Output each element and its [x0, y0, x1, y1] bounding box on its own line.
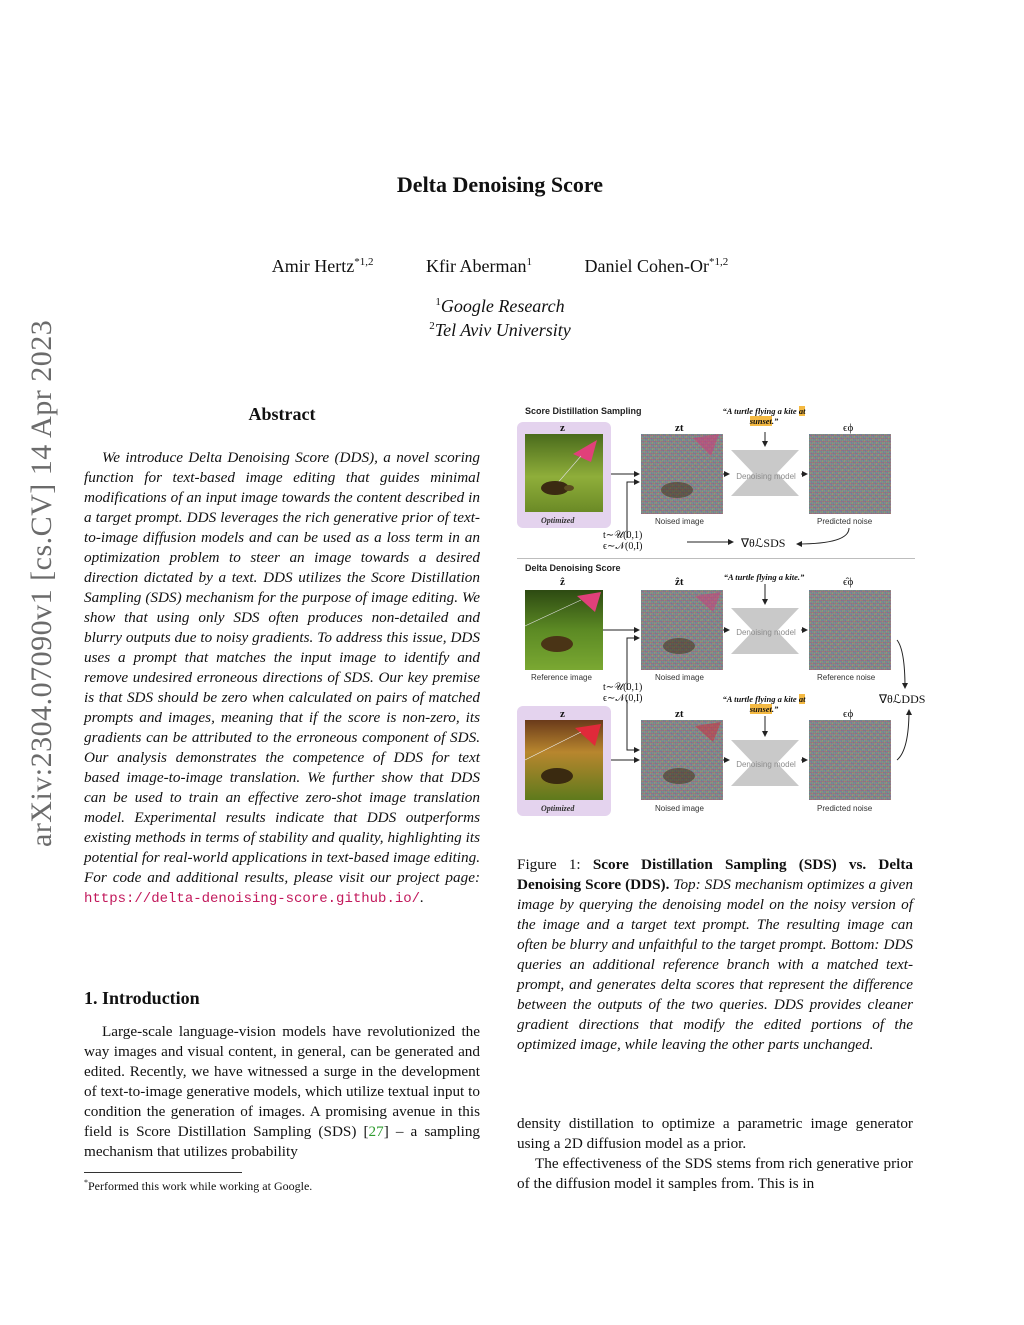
noised-image-label: Noised image — [655, 517, 704, 526]
arxiv-identifier: arXiv:2304.07090v1 [cs.CV] 14 Apr 2023 — [25, 319, 58, 847]
footnote-rule — [84, 1172, 242, 1173]
latent-z-label: z — [560, 422, 565, 434]
eps-distribution: ϵ∼𝒩(0,I) — [603, 693, 643, 704]
predicted-noise-label: Predicted noise — [817, 804, 873, 813]
latent-z-label: z — [560, 708, 565, 720]
noised-reference-label: ẑt — [675, 576, 684, 588]
noised-latent-label: zt — [675, 708, 684, 720]
predicted-noise-symbol: ϵϕ — [843, 708, 854, 720]
reference-latent-label: ẑ — [560, 576, 565, 588]
optimized-label: Optimized — [541, 804, 575, 813]
reference-prompt: “A turtle flying a kite.” — [723, 572, 805, 582]
predicted-noise-label: Predicted noise — [817, 517, 873, 526]
dds-gradient: ∇θℒDDS — [879, 692, 926, 706]
abstract-heading: Abstract — [248, 404, 316, 424]
figure-label-dds: Delta Denoising Score — [525, 563, 621, 573]
right-column-body: density distillation to optimize a parametric image generator using a 2D diffusion model as a prior. The effectiveness of the SDS stems from rich generative prior of the diffusion model it samples from. This is in — [517, 1115, 913, 1192]
target-prompt: “A turtle flying a kite at sunset.” — [722, 406, 806, 426]
denoising-model-label: Denoising model — [736, 760, 796, 769]
t-distribution: t∼𝒰(0,1) — [603, 530, 643, 541]
introduction-body: Large-scale language-vision models have revolutionized the way images and visual content, in general, can be generated and edited. Recently, we have witnessed a surge in the development of text-to-image generative models, which utilize textual input to condition the generation of images. A promising avenue in this field is Score Distillation Sampling (SDS) [27] – a sampling mechanism that utilizes probability — [84, 1023, 481, 1160]
abstract-body: We introduce Delta Denoising Score (DDS), a novel scoring function for text-based image editing that guides minimal modifications of an input image towards the content described in a target prompt. DDS leverages the rich generative prior of text-to-image diffusion models and can be used as a loss term in an optimization problem to steer an image towards a desired direction dictated by a text. DDS utilizes the Score Distillation Sampling (SDS) mechanism for the purpose of image editing. We show that using only SDS often produces non-detailed and blurry outputs due to noisy gradients. To address this issue, DDS uses a prompt that matches the input image to identify and remove undesired erroneous directions of SDS. Our key premise is that SDS should be zero when calculated on pairs of matched prompts and images, meaning that if the score is non-zero, its gradients can be attributed to the erroneous component of SDS. Our analysis demonstrates the competence of DDS for text based image-to-image translation. We further show that DDS can be used to train an effective zero-shot image translation model. Experimental results indicate that DDS outperforms existing methods in terms of stability and quality, highlighting its potential for real-world applications in text-based image editing. For code and additional results, please visit our project page: https://delta-denoising-score.github.io/. — [84, 449, 480, 907]
reference-image-label: Reference image — [531, 673, 592, 682]
citation-link[interactable]: 27 — [368, 1123, 384, 1140]
figure-1 — [517, 400, 927, 820]
noised-image-label: Noised image — [655, 673, 704, 682]
paper-title: Delta Denoising Score — [396, 172, 604, 197]
figure-arrows — [517, 400, 927, 820]
predicted-noise-symbol: ϵϕ — [843, 422, 854, 434]
footnote: *Performed this work while working at Google. — [84, 1178, 313, 1193]
reference-noise-symbol: ϵ̂ϕ — [843, 576, 854, 588]
author: Daniel Cohen-Or$^{*1,2}$ — [584, 256, 729, 276]
optimized-label: Optimized — [541, 516, 575, 525]
figure-label-sds: Score Distillation Sampling — [525, 406, 642, 416]
author-list — [0, 256, 1000, 277]
section-heading-introduction: 1. Introduction — [84, 988, 200, 1008]
affiliation: $^1$Google Research — [435, 296, 565, 316]
t-distribution: t∼𝒰(0,1) — [603, 682, 643, 693]
sds-gradient: ∇θℒSDS — [741, 536, 786, 550]
reference-noise-label: Reference noise — [817, 673, 876, 682]
author: Amir Hertz$^{*1,2}$ — [271, 256, 374, 276]
project-link[interactable]: https://delta-denoising-score.github.io/ — [84, 891, 421, 907]
noised-latent-label: zt — [675, 422, 684, 434]
noised-image-label: Noised image — [655, 804, 704, 813]
target-prompt: “A turtle flying a kite at sunset.” — [722, 694, 806, 714]
affiliation: $^2$Tel Aviv University — [429, 320, 571, 340]
denoising-model-label: Denoising model — [736, 628, 796, 637]
author: Kfir Aberman$^1$ — [426, 256, 532, 276]
denoising-model-label: Denoising model — [736, 472, 796, 481]
eps-distribution: ϵ∼𝒩(0,I) — [603, 541, 643, 552]
figure-caption: Figure 1: Score Distillation Sampling (SDS) vs. Delta Denoising Score (DDS). Top: SDS mechanism optimizes a given image by querying the denoising model on the noisy version of the image and a target text prompt. The resulting image can often be blurry and unfaithful to the target prompt. Bottom: DDS queries an additional reference branch with a matched text-prompt, and generates delta scores that represent the difference between the outputs of the two queries. DDS provides cleaner gradient directions that modify the edited portions of the optimized image, while leaving the other parts unchanged. — [517, 856, 913, 1053]
